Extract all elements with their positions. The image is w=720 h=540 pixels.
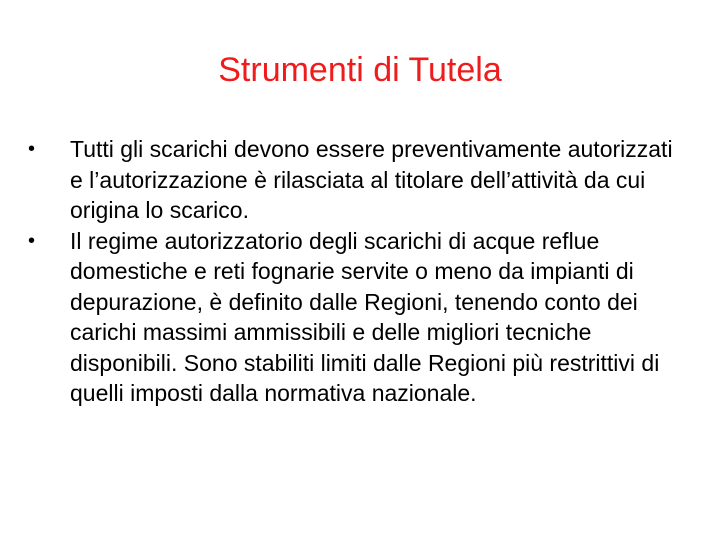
bullet-item	[28, 226, 678, 409]
bullet-icon: •	[28, 138, 36, 160]
bullet-text: Il regime autorizzatorio degli scarichi di acque reflue domestiche e reti fognarie servite o meno da impianti di depurazione, è definito dalle Regioni, tenendo conto dei carichi massimi ammissibili e delle migliori tecniche disponibili. Sono stabiliti limiti dalle Regioni più restrittivi di quelli imposti dalla normativa nazionale.	[70, 227, 660, 406]
bullet-icon: •	[28, 229, 36, 252]
bullet-item	[28, 134, 678, 226]
bullet-text: Tutti gli scarichi devono essere preventivamente autorizzati e l’autorizzazione è rilasciata al titolare dell’attività da cui origina lo scarico.	[70, 136, 673, 223]
bullet-list	[28, 134, 678, 409]
slide-title: Strumenti di Tutela	[218, 51, 502, 89]
